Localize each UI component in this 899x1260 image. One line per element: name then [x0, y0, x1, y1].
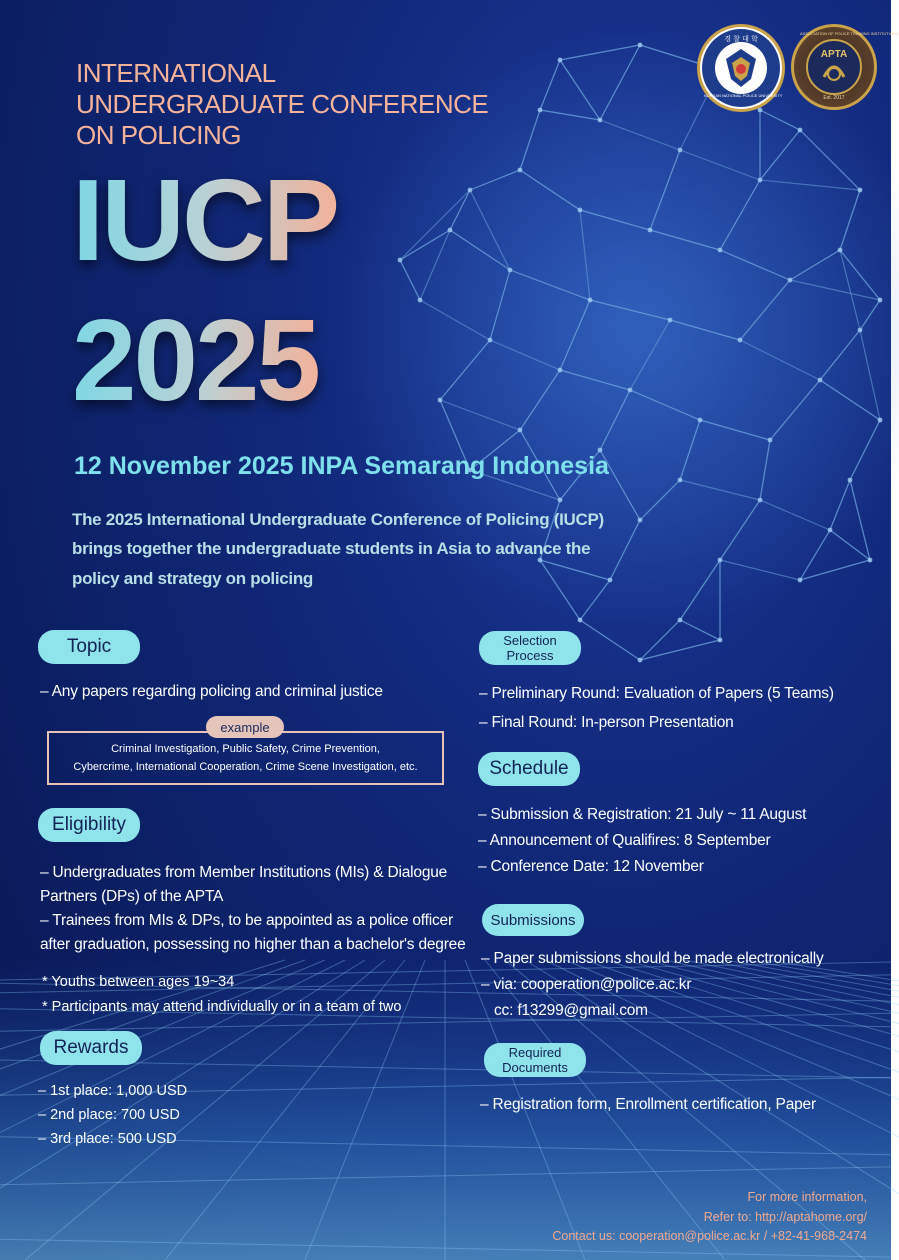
selection-item-1: – Preliminary Round: Evaluation of Papers (5 Teams) — [479, 685, 834, 702]
eligibility-label: Eligibility — [38, 808, 140, 842]
eligibility-note-2: * Participants may attend individually or in a team of two — [42, 999, 402, 1015]
acronym-title: IUCP — [72, 155, 338, 285]
conference-title-line-1: INTERNATIONAL — [76, 58, 276, 88]
apta-emblem-ring-text: ASSOCIATION OF POLICE TRAINING INSTITUTIONS — [800, 31, 899, 36]
submissions-item-2: – via: cooperation@police.ac.kr — [481, 976, 692, 993]
reward-1st: – 1st place: 1,000 USD — [38, 1083, 188, 1099]
footer-website-link[interactable]: Refer to: http://aptahome.org/ — [703, 1210, 867, 1224]
knpu-emblem-ring-text: KOREAN NATIONAL POLICE UNIVERSITY — [704, 93, 783, 98]
schedule-item-1: – Submission & Registration: 21 July ~ 11 August — [478, 806, 807, 823]
conference-title-line-3: ON POLICING — [76, 120, 241, 150]
apta-emblem-est: Est. 2017 — [823, 95, 845, 101]
selection-label-line-2: Process — [506, 648, 554, 663]
footer-more-info: For more information, — [747, 1190, 867, 1204]
footer-contact[interactable]: Contact us: cooperation@police.ac.kr / +82-41-968-2474 — [552, 1229, 867, 1243]
submissions-item-1: – Paper submissions should be made electronically — [481, 950, 824, 967]
eligibility-line-4: after graduation, possessing no higher than a bachelor's degree — [40, 936, 466, 953]
apta-emblem — [791, 24, 899, 110]
eligibility-line-2: Partners (DPs) of the APTA — [40, 888, 224, 905]
selection-item-2: – Final Round: In-person Presentation — [479, 714, 734, 731]
selection-label-line-1: Selection — [503, 633, 557, 648]
topic-item: – Any papers regarding policing and criminal justice — [40, 683, 383, 700]
required-documents-label — [484, 1043, 586, 1077]
year-title: 2025 — [72, 295, 319, 425]
submissions-label: Submissions — [482, 904, 584, 936]
rewards-label: Rewards — [40, 1031, 142, 1065]
apta-emblem-text: APTA — [820, 49, 848, 60]
example-line-1: Criminal Investigation, Public Safety, Crime Prevention, — [111, 743, 380, 755]
conference-title-line-2: UNDERGRADUATE CONFERENCE — [76, 89, 489, 119]
intro-line-2: brings together the undergraduate students in Asia to advance the — [72, 539, 591, 558]
schedule-item-2: – Announcement of Qualifires: 8 September — [478, 832, 771, 849]
reward-3rd: – 3rd place: 500 USD — [38, 1131, 177, 1147]
selection-process-label — [479, 631, 581, 665]
eligibility-note-1: * Youths between ages 19~34 — [42, 974, 235, 990]
schedule-label: Schedule — [478, 752, 580, 786]
example-box — [47, 731, 444, 785]
reward-2nd: – 2nd place: 700 USD — [38, 1107, 180, 1123]
submissions-cc: cc: f13299@gmail.com — [494, 1002, 648, 1019]
example-tag: example — [206, 716, 284, 738]
required-documents-item: – Registration form, Enrollment certification, Paper — [480, 1096, 816, 1113]
eligibility-line-3: – Trainees from MIs & DPs, to be appointed as a police officer — [40, 912, 453, 929]
eligibility-line-1: – Undergraduates from Member Institutions (MIs) & Dialogue — [40, 864, 448, 881]
schedule-item-3: – Conference Date: 12 November — [478, 858, 704, 875]
required-label-line-2: Documents — [502, 1060, 568, 1075]
knpu-emblem-top-text: 경 찰 대 학 — [724, 35, 758, 43]
intro-line-3: policy and strategy on policing — [72, 569, 314, 588]
example-line-2: Cybercrime, International Cooperation, Crime Scene Investigation, etc. — [73, 761, 418, 773]
topic-label: Topic — [38, 630, 140, 664]
required-label-line-1: Required — [508, 1045, 562, 1060]
intro-line-1: The 2025 International Undergraduate Conference of Policing (IUCP) — [72, 510, 604, 529]
knpu-emblem — [697, 24, 785, 112]
date-location: 12 November 2025 INPA Semarang Indonesia — [74, 452, 609, 480]
